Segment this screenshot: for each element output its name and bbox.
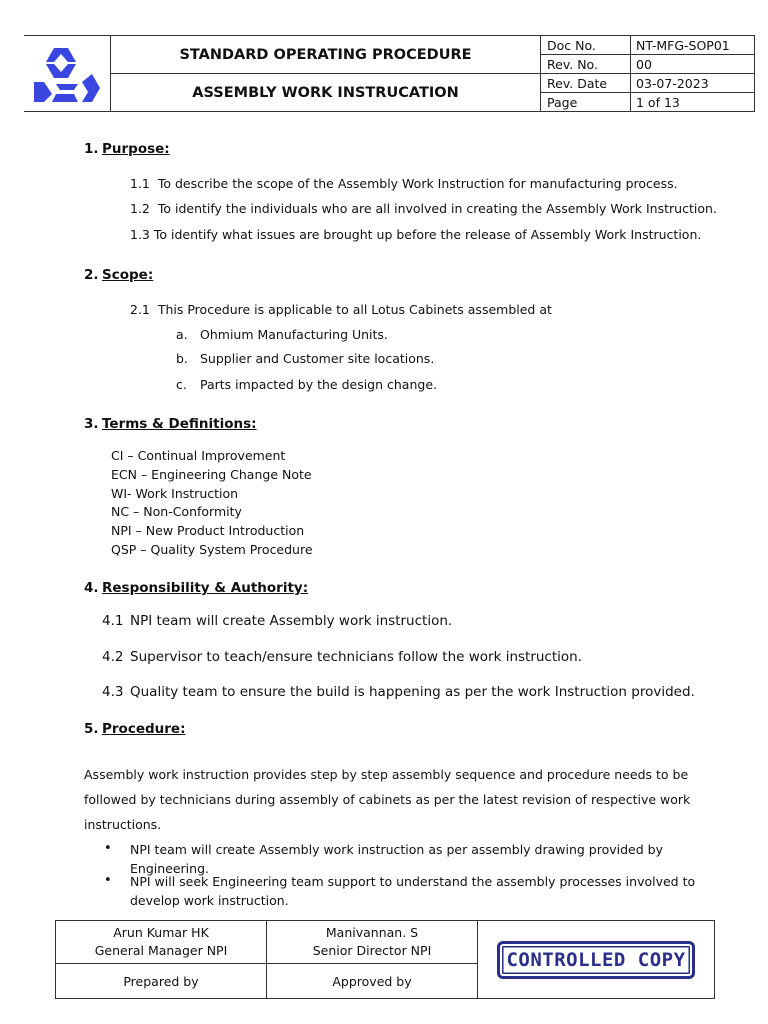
section-purpose-heading: 1. Purpose: <box>84 141 170 157</box>
page-label: Page <box>541 93 631 112</box>
procedure-bullet: NPI team will create Assembly work instruction as per assembly drawing provided by Engineering. <box>130 842 663 876</box>
company-logo-icon <box>32 44 102 104</box>
scope-item: a. Ohmium Manufacturing Units. <box>176 327 388 342</box>
approver-cell <box>267 921 478 964</box>
responsibility-item: 4.3 Quality team to ensure the build is happening as per the work Instruction provided. <box>102 684 695 700</box>
approver-title: Senior Director NPI <box>312 943 432 958</box>
approval-table <box>55 920 715 999</box>
scope-item: b. Supplier and Customer site locations. <box>176 351 435 366</box>
purpose-item: 1.3 To identify what issues are brought up before the release of Assembly Work Instruction. <box>130 227 702 242</box>
document-header <box>24 35 755 112</box>
procedure-bullet: NPI will seek Engineering team support to understand the assembly processes involved to develop work instruction. <box>130 874 696 908</box>
term-definition: NC – Non-Conformity <box>111 504 242 519</box>
doc-no-label: Doc No. <box>541 36 631 55</box>
section-responsibility-heading: 4. Responsibility & Authority: <box>84 580 309 596</box>
scope-lead: 2.1 This Procedure is applicable to all Lotus Cabinets assembled at <box>130 302 552 317</box>
purpose-item: 1.1 To describe the scope of the Assembly Work Instruction for manufacturing process. <box>130 176 678 191</box>
preparer-title: General Manager NPI <box>94 943 228 958</box>
prepared-by-label: Prepared by <box>56 964 267 999</box>
rev-date-label: Rev. Date <box>541 74 631 93</box>
term-definition: NPI – New Product Introduction <box>111 523 305 538</box>
approved-by-label: Approved by <box>267 964 478 999</box>
term-definition: QSP – Quality System Procedure <box>111 542 313 557</box>
section-terms-heading: 3. Terms & Definitions: <box>84 416 257 432</box>
responsibility-item: 4.2 Supervisor to teach/ensure technicians follow the work instruction. <box>102 649 583 665</box>
scope-item: c. Parts impacted by the design change. <box>176 377 437 392</box>
doc-no-value: NT-MFG-SOP01 <box>631 36 755 55</box>
preparer-cell <box>56 921 267 964</box>
approver-name: Manivannan. S <box>325 925 419 940</box>
bullet-icon: • <box>104 873 112 888</box>
rev-date-value: 03-07-2023 <box>631 74 755 93</box>
procedure-intro: Assembly work instruction provides step by step assembly sequence and procedure needs to be followed by technicians during assembly of cabinets as per the latest revision of respective work instructions. <box>84 767 691 832</box>
stamp-cell <box>478 921 715 999</box>
page-value: 1 of 13 <box>631 93 755 112</box>
term-definition: WI- Work Instruction <box>111 486 239 501</box>
controlled-copy-stamp: CONTROLLED COPY <box>497 941 694 979</box>
rev-no-label: Rev. No. <box>541 55 631 74</box>
section-scope-heading: 2. Scope: <box>84 267 154 283</box>
responsibility-item: 4.1 NPI team will create Assembly work instruction. <box>102 613 453 629</box>
preparer-name: Arun Kumar HK <box>113 925 209 940</box>
logo-cell <box>24 36 111 112</box>
term-definition: ECN – Engineering Change Note <box>111 467 312 482</box>
document-subtitle: ASSEMBLY WORK INSTRUCATION <box>111 74 541 112</box>
term-definition: CI – Continual Improvement <box>111 448 286 463</box>
rev-no-value: 00 <box>631 55 755 74</box>
bullet-icon: • <box>104 841 112 856</box>
purpose-item: 1.2 To identify the individuals who are all involved in creating the Assembly Work Instruction. <box>130 201 717 216</box>
sop-title: STANDARD OPERATING PROCEDURE <box>111 36 541 74</box>
section-procedure-heading: 5. Procedure: <box>84 721 186 737</box>
